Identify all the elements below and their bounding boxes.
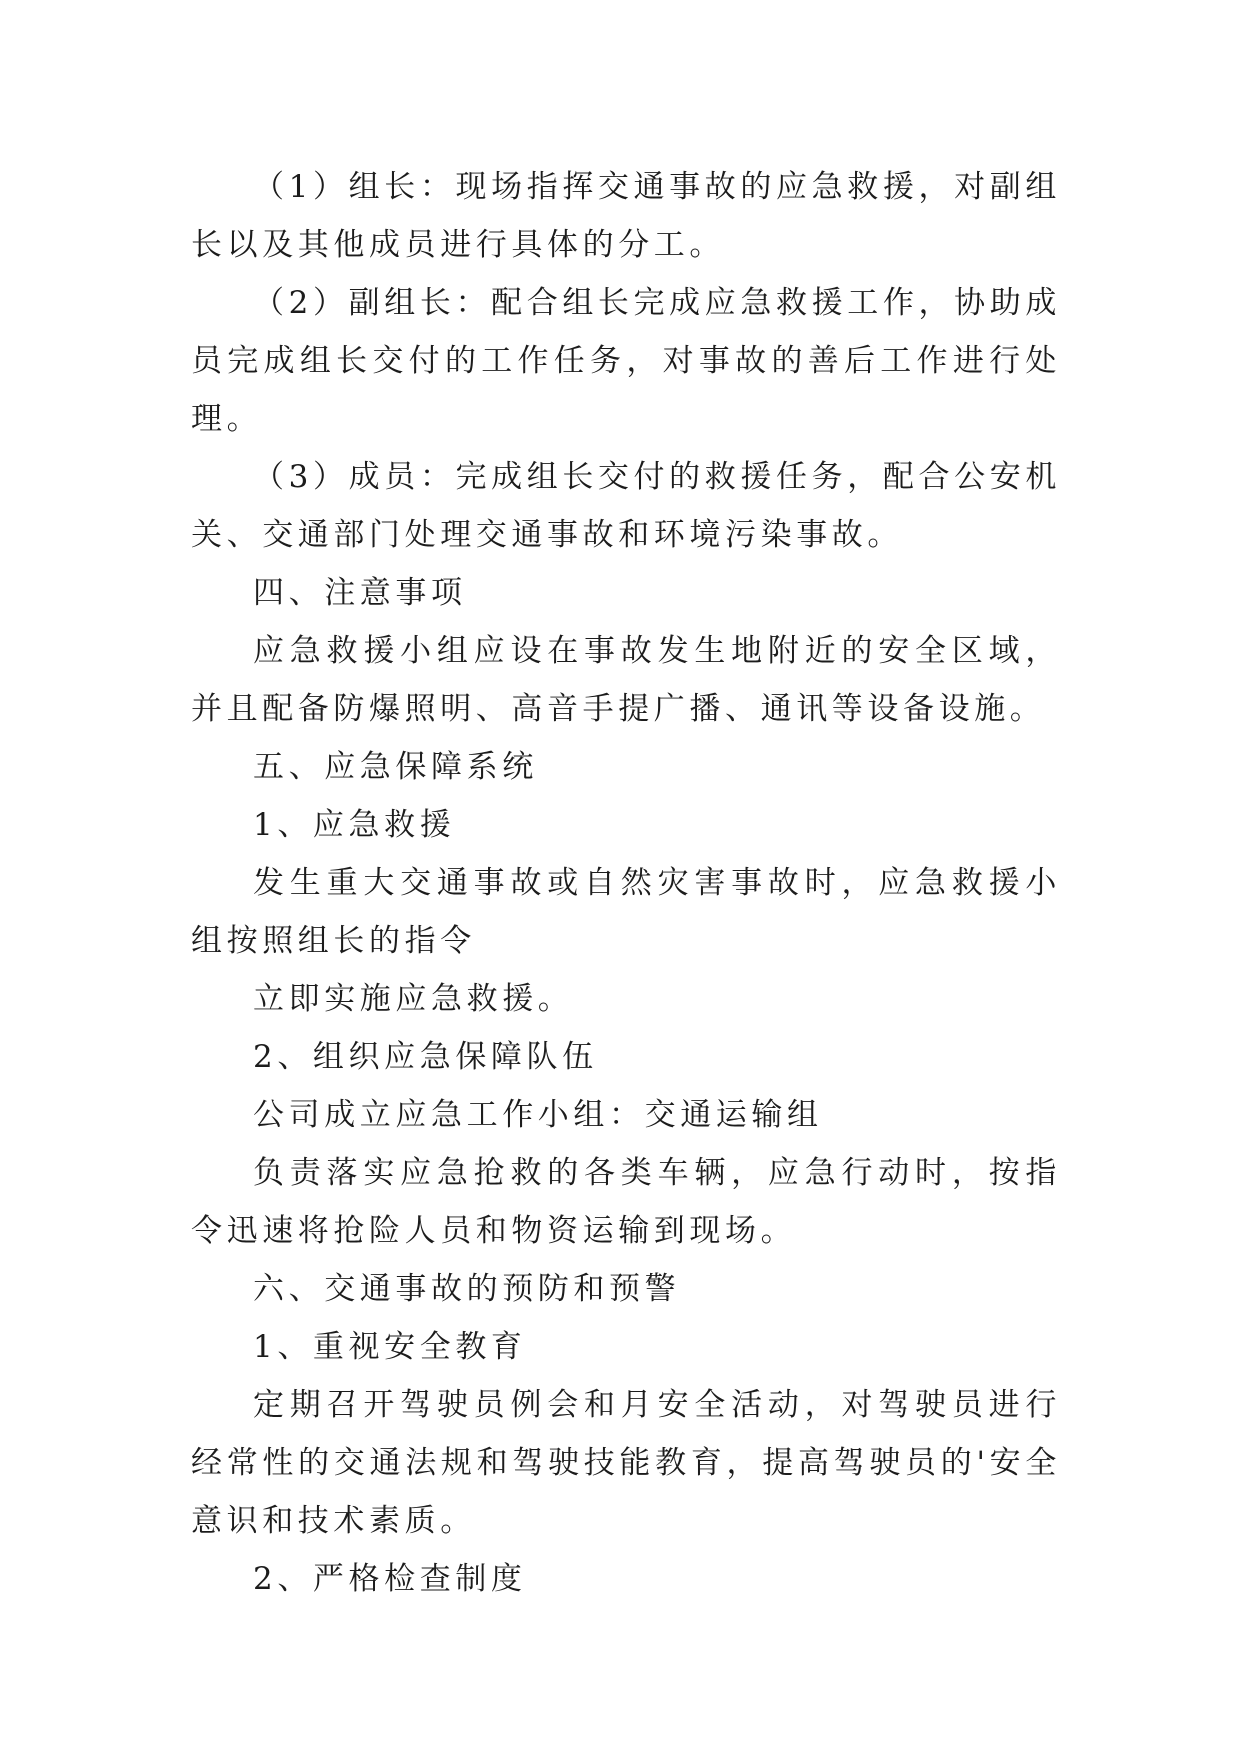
- section-four-heading: 四、注意事项: [253, 575, 467, 611]
- role-deputy-para: （2）副组长：配合组长完成应急救援工作，协助成员完成组长交付的工作任务，对事故的善后工作进行处理。: [191, 285, 1061, 437]
- transport-para: 负责落实应急抢救的各类车辆，应急行动时，按指令迅速将抢险人员和物资运输到现场。: [191, 1155, 1061, 1249]
- section-six-heading: 六、交通事故的预防和预警: [253, 1271, 681, 1307]
- subsection-team-heading: 2、组织应急保障队伍: [253, 1039, 598, 1075]
- notice-para: 应急救援小组应设在事故发生地附近的安全区域，并且配备防爆照明、高音手提广播、通讯等设备设施。: [191, 633, 1061, 727]
- section-five-heading: 五、应急保障系统: [253, 749, 538, 785]
- role-member-para: （3）成员：完成组长交付的救援任务，配合公安机关、交通部门处理交通事故和环境污染事故。: [191, 459, 1061, 553]
- rescue-para: 发生重大交通事故或自然灾害事故时，应急救援小组按照组长的指令: [191, 865, 1061, 959]
- role-leader-para: （1）组长：现场指挥交通事故的应急救援，对副组长以及其他成员进行具体的分工。: [191, 169, 1061, 263]
- document-body: [191, 158, 1061, 1608]
- subsection-education-heading: 1、重视安全教育: [253, 1329, 527, 1365]
- subsection-rescue-heading: 1、应急救援: [253, 807, 456, 843]
- education-para: 定期召开驾驶员例会和月安全活动，对驾驶员进行经常性的交通法规和驾驶技能教育，提高驾驶员的'安全意识和技术素质。: [191, 1387, 1061, 1539]
- team-para: 公司成立应急工作小组：交通运输组: [253, 1097, 823, 1133]
- rescue-continue-para: 立即实施应急救援。: [253, 981, 574, 1017]
- subsection-inspection-heading: 2、严格检查制度: [253, 1561, 527, 1597]
